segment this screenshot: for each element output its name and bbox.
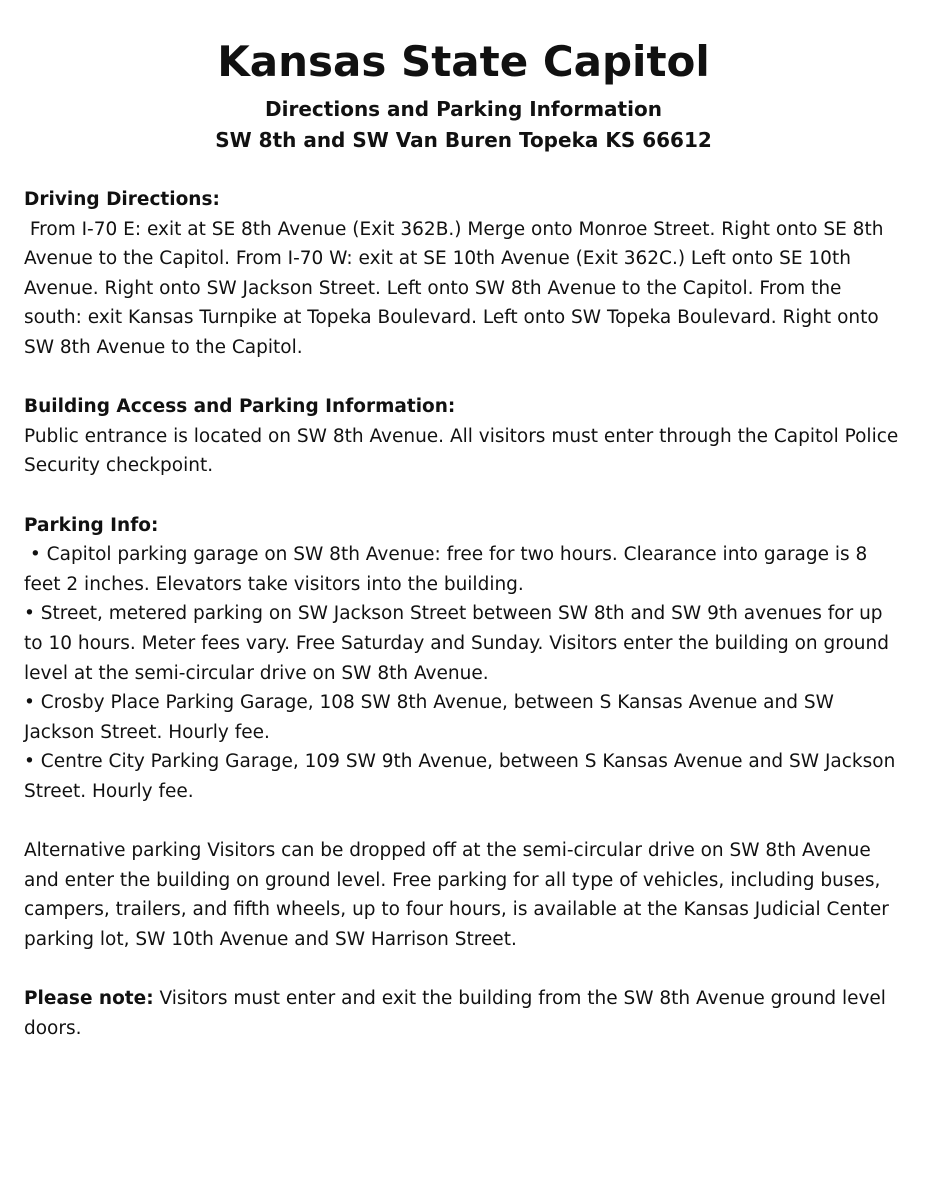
driving-directions-section (24, 185, 904, 363)
parking-info-heading: Parking Info: (24, 514, 159, 536)
parking-item: • Crosby Place Parking Garage, 108 SW 8th Avenue, between S Kansas Avenue and SW Jackson Street. Hourly fee. (24, 692, 834, 743)
page-title: Kansas State Capitol (217, 37, 710, 86)
alternative-parking-text: Alternative parking Visitors can be dropped off at the semi-circular drive on SW 8th Avenue and enter the building on ground level. Free parking for all type of vehicles, including buses, campers, trailers, and fifth wheels, up to four hours, is available at the Kansas Judicial Center parking lot, SW 10th Avenue and SW Harrison Street. (24, 840, 889, 950)
building-access-text: Public entrance is located on SW 8th Avenue. All visitors must enter through the Capitol Police Security checkpoint. (24, 425, 899, 477)
parking-item: • Centre City Parking Garage, 109 SW 9th Avenue, between S Kansas Avenue and SW Jackson Street. Hourly fee. (24, 751, 896, 802)
parking-info-section (24, 511, 904, 807)
building-access-section (24, 392, 904, 481)
building-access-heading: Building Access and Parking Information: (24, 396, 456, 418)
page-subtitle: Directions and Parking Information (265, 97, 662, 121)
please-note-label: Please note: (24, 988, 154, 1010)
page-address: SW 8th and SW Van Buren Topeka KS 66612 (215, 128, 712, 152)
driving-directions-heading: Driving Directions: (24, 189, 220, 210)
document-body (24, 185, 904, 1073)
parking-item: • Street, metered parking on SW Jackson Street between SW 8th and SW 9th avenues for up to 10 hours. Meter fees vary. Free Saturday and Sunday. Visitors enter the building on ground level at the semi-circular drive on SW 8th Avenue. (24, 603, 889, 684)
please-note-section (24, 984, 904, 1043)
please-note-paragraph (24, 984, 904, 1043)
driving-directions-text: From I-70 E: exit at SE 8th Avenue (Exit 362B.) Merge onto Monroe Street. Right onto SE 8th Avenue to the Capitol. From I-70 W: exit at SE 10th Avenue (Exit 362C.) Left onto SE 10th Avenue. Right onto SW Jackson Street. Left onto SW 8th Avenue to the Capitol. From the south: exit Kansas Turnpike at Topeka Boulevard. Left onto SW Topeka Boulevard. Right onto SW 8th Avenue to the Capitol. (24, 218, 890, 358)
alternative-parking-section (24, 836, 904, 954)
please-note-text: Visitors must enter and exit the building from the SW 8th Avenue ground level doors. (24, 988, 892, 1039)
parking-item: • Capitol parking garage on SW 8th Avenue: free for two hours. Clearance into garage is 8 feet 2 inches. Elevators take visitors into the building. (24, 544, 874, 595)
